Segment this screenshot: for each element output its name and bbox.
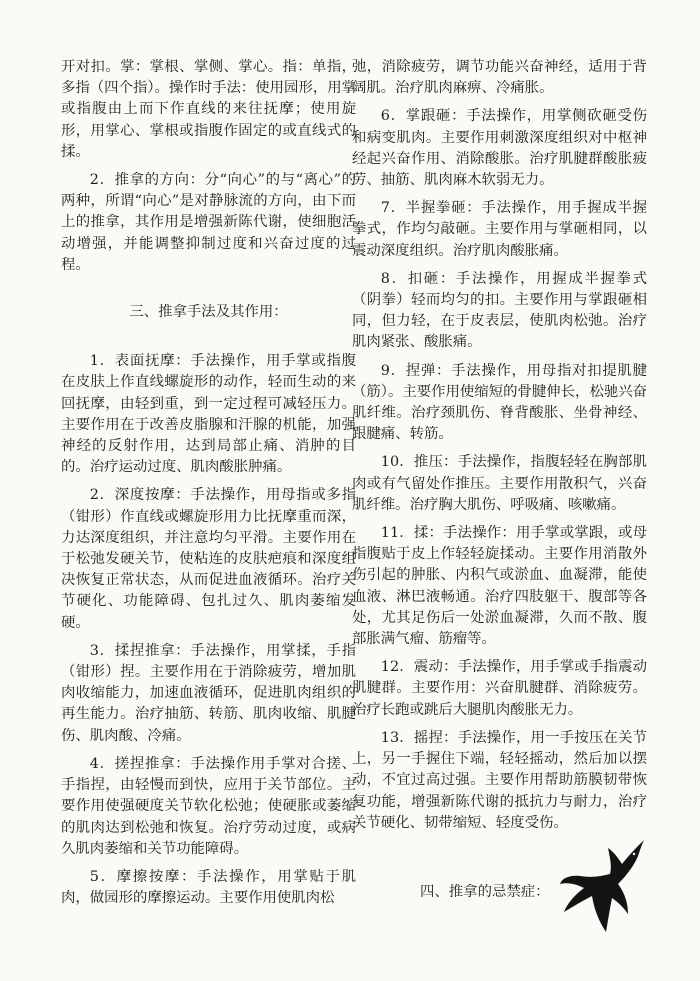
technique-item-10: 10．推压：手法操作，指腹轻轻在胸部肌肉或有气留处作推压。主要作用散积气，兴奋肌纤维。治疗胸大肌伤、呼吸痛、咳嗽痛。 — [352, 454, 647, 513]
left-column — [61, 57, 356, 909]
paragraph-massage-direction: 2．推拿的方向：分“向心”的与“离心”的两种，所谓“向心”是对静脉流的方向，由下而上的推拿，其作用是增强新陈代谢，使细胞活动增强，并能调整抑制过度和兴奋过度的过程。 — [61, 172, 356, 273]
section-heading-3: 三、推拿手法及其作用： — [129, 304, 288, 321]
technique-item-9: 9．捏弹：手法操作，用母指对扣提肌腱（筋）。主要作用使缩短的骨腱伸长，松驰兴奋肌纤维。治疗颈肌伤、脊背酸胀、坐骨神经、跟腱痛、转筋。 — [352, 362, 648, 443]
technique-item-6: 6．掌跟砸：手法操作，用掌侧砍砸受伤和病变肌肉。主要作用刺激深度组织对中枢神经起兴奋作用、消除酸胀。治疗肌腱群酸胀疲劳、抽筋、肌肉麻木软弱无力。 — [352, 108, 647, 189]
technique-item-12: 12．震动：手法操作，用手掌或手指震动肌腱群。主要作用：兴奋肌腱群、消除疲劳。治疗长跑或跳后大腿肌肉酸胀无力。 — [352, 659, 647, 718]
technique-item-5: 5．摩擦按摩：手法操作，用掌贴于肌肉，做园形的摩擦运动。主要作用使肌肉松 — [61, 868, 356, 907]
technique-item-7: 7．半握拳砸：手法操作，用手握成半握拳式，作均匀敲砸。主要作用与掌砸相同，以震动深度组织。治疗肌肉酸胀痛。 — [352, 200, 647, 259]
technique-item-4: 4．搓捏推拿：手法操作用手掌对合搓、手指捏，由轻慢而到快，应用于关节部位。主要作用使强硬度关节软化松弛；使硬胀或萎缩的肌肉达到松弛和恢复。治疗劳动过度，或病久肌肉萎缩和关节功能障碍。 — [61, 755, 356, 857]
technique-item-11: 11．揉：手法操作：用手掌或掌跟，或母指腹贴于皮上作轻轻旋揉动。主要作用消散外伤引起的肿胀、内积气或淤血、血凝滞，能使血液、淋巴液畅通。治疗四肢躯干、腹部等各处，尤其足伤后一处淤血凝滞，久而不散、腹部胀满气瘤、筋瘤等。 — [352, 525, 647, 648]
technique-item-13: 13．摇捏：手法操作，用一手按压在关节上，另一手握住下端，轻轻摇动，然后加以摆动，不宜过高过强。主要作用帮助筋膜韧带恢复功能，增强新陈代谢的抵抗力与耐力，治疗关节硬化、韧带缩短、轻度受伤。 — [352, 729, 647, 831]
technique-item-1: 1．表面抚摩：手法操作，用手掌或指腹在皮肤上作直线螺旋形的动作，轻而生动的来回抚摩，由轻到重，到一定过程可减轻压力。主要作用在于改善皮脂腺和汗腺的机能，加强神经的反射作用，达到局部止痛、消肿的目的。治疗运动过度、肌肉酸胀肿痛。 — [61, 353, 356, 476]
technique-item-8: 8．扣砸：手法操作，用握成半握拳式（阴拳）轻而均匀的扣。主要作用与掌跟砸相同，但力轻，在于皮表层，使肌肉松弛。治疗肌肉紧张、酸胀痛。 — [352, 270, 647, 351]
technique-item-2: 2．深度按摩：手法操作，用母指或多指（钳形）作直线或螺旋形用力比抚摩重而深，力达深度组织，并注意均匀平滑。主要作用在于松弛发硬关节，使粘连的皮肤疤痕和深度组决恢复正常状态，从而促进血液循环。治疗关节硬化、功能障碍、包扎过久、肌肉萎缩发硬。 — [61, 487, 356, 631]
right-column — [352, 57, 647, 834]
bird-illustration-icon — [558, 836, 652, 936]
technique-item-5-continued: 弛，消除疲劳，调节功能兴奋神经，适用于背阔肌。治疗肌肉麻痹、冷痛胀。 — [352, 59, 647, 97]
paragraph-hand-parts: 开对扣。掌：掌根、掌侧、掌心。指：单指，多指（四个指）。操作时手法：使用园形，用掌或指腹由上而下作直线的来往抚摩；使用旋形，用掌心、掌根或指腹作固定的或直线式的揉。 — [61, 59, 357, 160]
section-heading-4: 四、推拿的忌禁症： — [420, 884, 550, 900]
technique-item-3: 3．揉捏推拿：手法操作，用掌揉，手指（钳形）捏。主要作用在于消除疲劳，增加肌肉收缩能力，加速血液循环，促进肌肉组织的再生能力。治疗抽筋、转筋、肌肉收缩、肌腱伤、肌肉酸、冷痛。 — [61, 642, 356, 744]
